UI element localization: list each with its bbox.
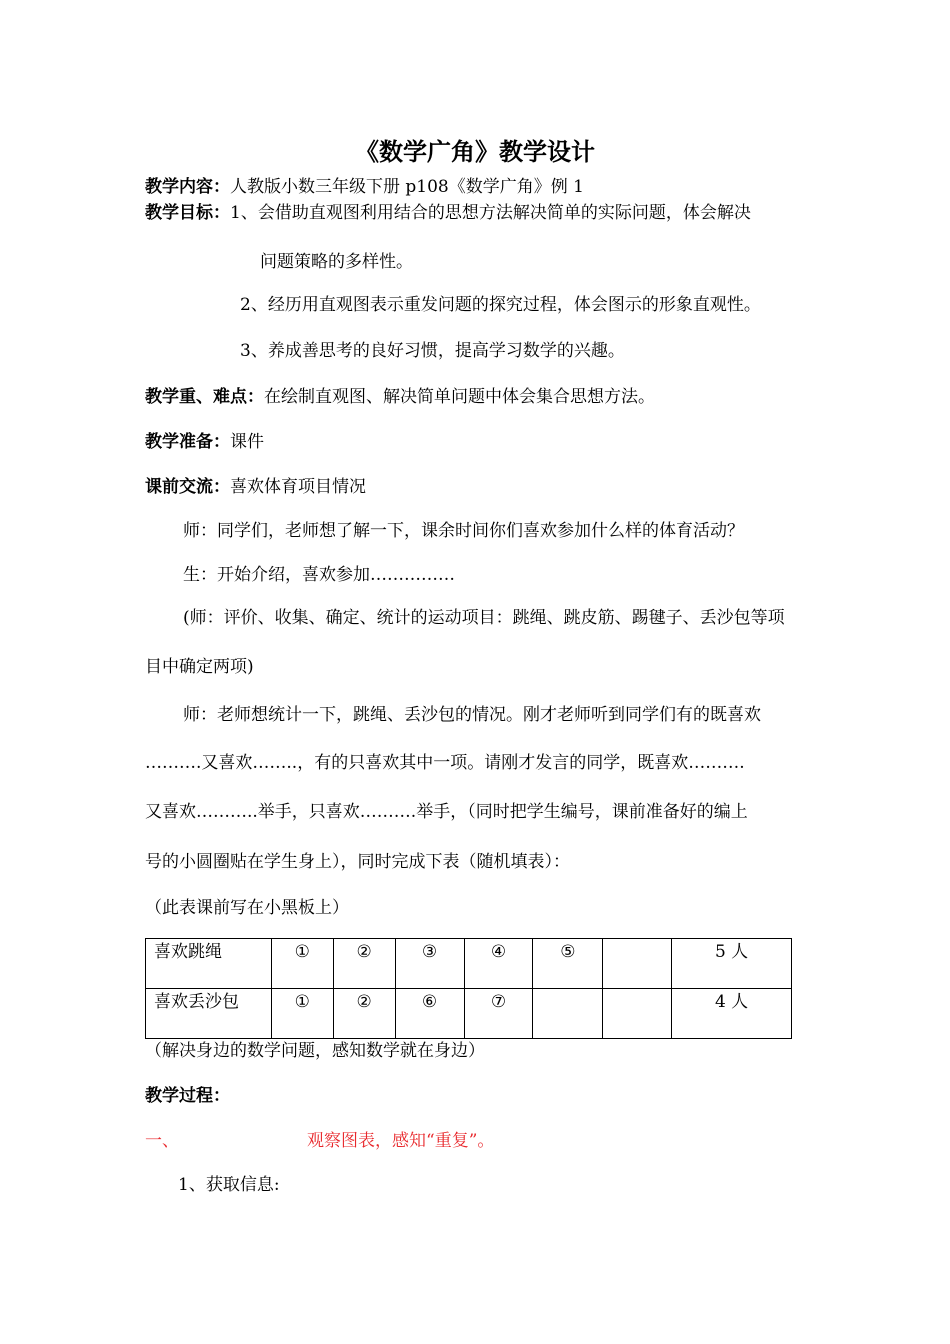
dialogue-student-1: 生：开始介绍，喜欢参加…………… (183, 565, 455, 585)
table-note: （此表课前写在小黑板上） (145, 898, 349, 918)
key-points-line (145, 386, 655, 408)
pre-talk-line (145, 476, 366, 498)
table-cell: ⑥ (395, 989, 464, 1039)
table-cell: ② (333, 989, 395, 1039)
goal-1-line-2: 问题策略的多样性。 (260, 252, 413, 272)
table-cell: ① (271, 939, 333, 989)
key-points-text: 在绘制直观图、解决简单问题中体会集合思想方法。 (264, 387, 655, 407)
goal-2: 2、经历用直观图表示重发问题的探究过程，体会图示的形象直观性。 (240, 295, 761, 315)
pre-talk-text: 喜欢体育项目情况 (230, 477, 366, 497)
preparation-text: 课件 (230, 432, 264, 452)
preparation-line (145, 431, 264, 453)
process-label: 教学过程： (145, 1086, 230, 1106)
pre-talk-label: 课前交流： (145, 477, 230, 497)
table-cell: ① (271, 989, 333, 1039)
table-cell: ③ (395, 939, 464, 989)
table-cell: ② (333, 939, 395, 989)
table-cell (603, 939, 672, 989)
dialogue-teacher-1: 师：同学们，老师想了解一下，课余时间你们喜欢参加什么样的体育活动？ (183, 521, 744, 541)
key-points-label: 教学重、难点： (145, 387, 264, 407)
table-cell: ⑤ (533, 939, 603, 989)
content-line (145, 176, 584, 198)
goal-3: 3、养成善思考的良好习惯，提高学习数学的兴趣。 (240, 341, 625, 361)
step-1: 1、获取信息: (178, 1175, 280, 1195)
row-total: 5 人 (672, 939, 792, 989)
table-row (146, 939, 792, 989)
dialogue-teacher-3-line-2: ……….又喜欢……..，有的只喜欢其中一项。请刚才发言的同学，既喜欢………. (145, 753, 745, 773)
row-label: 喜欢丢沙包 (146, 989, 272, 1039)
dialogue-teacher-2-line-2: 目中确定两项) (145, 657, 254, 677)
dialogue-teacher-2-line-1: (师：评价、收集、确定、统计的运动项目：跳绳、跳皮筋、踢毽子、丢沙包等项 (183, 608, 785, 628)
preference-table (145, 938, 792, 1039)
dialogue-teacher-3-line-4: 号的小圆圈贴在学生身上），同时完成下表（随机填表）： (145, 852, 570, 872)
section-number: 一、 (145, 1131, 179, 1151)
dialogue-teacher-3-line-1: 师：老师想统计一下，跳绳、丢沙包的情况。刚才老师听到同学们有的既喜欢 (183, 705, 761, 725)
row-total: 4 人 (672, 989, 792, 1039)
table-row (146, 989, 792, 1039)
row-label: 喜欢跳绳 (146, 939, 272, 989)
goals-line-1 (145, 202, 751, 224)
preparation-label: 教学准备： (145, 432, 230, 452)
goal-1-line-1: 1、会借助直观图利用结合的思想方法解决简单的实际问题，体会解决 (230, 203, 751, 223)
section-heading: 观察图表，感知“重复”。 (307, 1131, 495, 1151)
content-text: 人教版小数三年级下册 p108《数学广角》例 1 (230, 177, 584, 197)
table-cell: ④ (464, 939, 533, 989)
content-label: 教学内容： (145, 177, 230, 197)
table-cell: ⑦ (464, 989, 533, 1039)
goals-label: 教学目标： (145, 203, 230, 223)
table-cell (533, 989, 603, 1039)
dialogue-teacher-3-line-3: 又喜欢………..举手，只喜欢……….举手，（同时把学生编号，课前准备好的编上 (145, 802, 748, 822)
table-cell (603, 989, 672, 1039)
table-caption: （解决身边的数学问题，感知数学就在身边） (145, 1041, 485, 1061)
document-title: 《数学广角》教学设计 (355, 137, 595, 166)
